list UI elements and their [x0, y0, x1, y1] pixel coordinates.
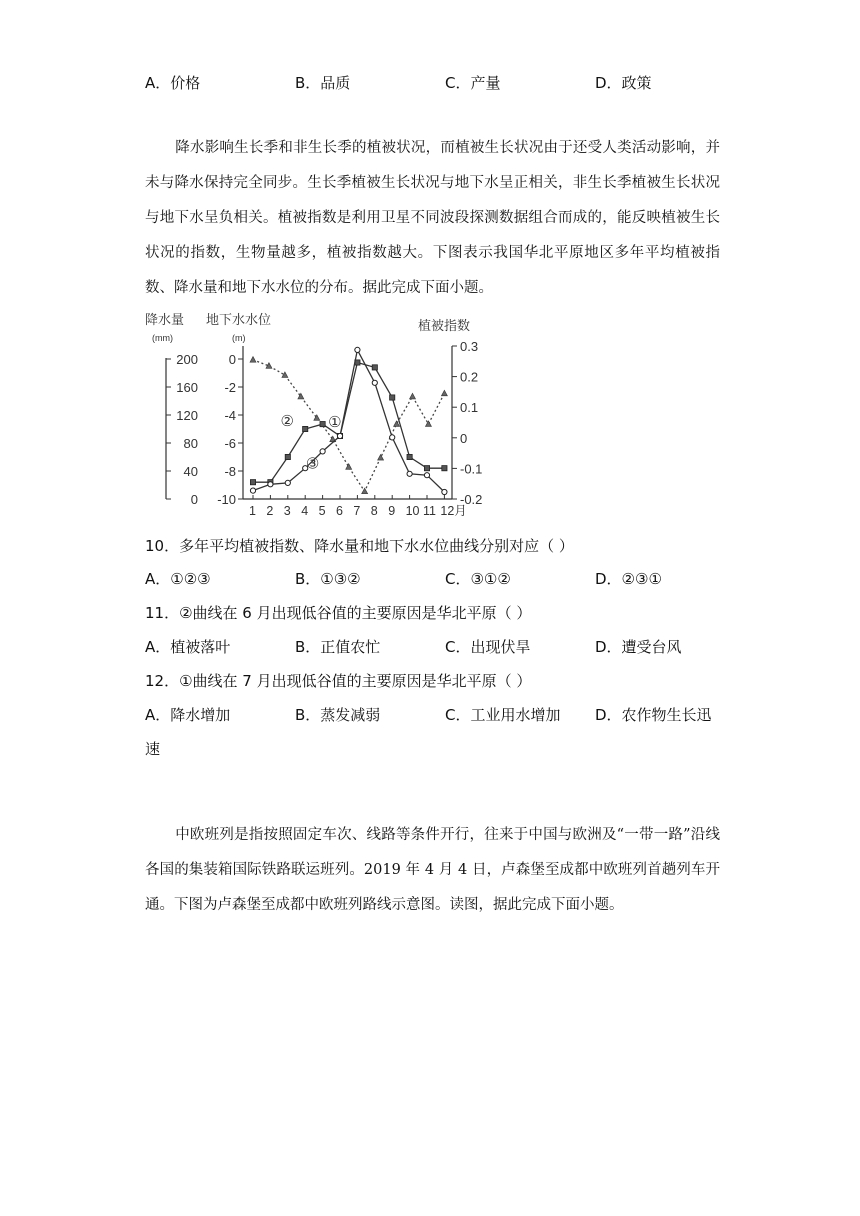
- question-10-options: [145, 568, 745, 590]
- groundwater-tick-label: -6: [224, 436, 236, 451]
- q10-option-b[interactable]: B．①③②: [295, 570, 361, 588]
- q10-option-a[interactable]: A．①②③: [145, 570, 211, 588]
- series-label-3: ③: [305, 455, 320, 473]
- ndvi-tick-label: 0.3: [460, 339, 479, 354]
- x-tick-label: 11: [423, 504, 436, 518]
- groundwater-tick-label: -4: [224, 408, 236, 423]
- series-3-point: [442, 489, 447, 494]
- series-3-point: [424, 473, 429, 478]
- groundwater-tick-label: 0: [228, 352, 236, 367]
- groundwater-tick-label: -10: [217, 492, 236, 507]
- x-tick-label: 3: [283, 504, 291, 518]
- passage-vegetation: [145, 131, 720, 306]
- series-3-point: [250, 488, 255, 493]
- question-11-stem: 11．②曲线在 6 月出现低谷值的主要原因是华北平原（ ）: [145, 604, 532, 622]
- x-tick-label: 4: [301, 504, 309, 518]
- option-b[interactable]: B．品质: [295, 74, 351, 92]
- precip-tick-label: 40: [183, 464, 198, 479]
- x-tick-label: 10: [405, 504, 420, 518]
- ndvi-tick-label: -0.1: [460, 461, 483, 477]
- question-11-options: [145, 636, 745, 658]
- vegetation-precip-groundwater-chart: [140, 306, 483, 520]
- question-12-stem: 12．①曲线在 7 月出现低谷值的主要原因是华北平原（ ）: [145, 672, 532, 690]
- x-tick-label: 8: [370, 504, 378, 518]
- series-2-point: [442, 466, 447, 471]
- series-3-point: [285, 480, 290, 485]
- series-1-point: [410, 393, 416, 399]
- ndvi-tick-label: 0.1: [460, 400, 479, 416]
- ndvi-tick-label: 0.2: [460, 369, 479, 385]
- series-label-1: ①: [328, 413, 342, 431]
- q12-option-c[interactable]: C．工业用水增加: [445, 706, 561, 724]
- ndvi-tick-label: 0: [460, 430, 468, 446]
- precip-tick-label: 0: [190, 492, 198, 507]
- q12-option-a[interactable]: A．降水增加: [145, 706, 231, 724]
- ndvi-axis-title: 植被指数: [418, 318, 471, 333]
- series-1-point: [362, 488, 368, 494]
- x-tick-label: 12月: [440, 504, 467, 518]
- x-tick-label: 7: [353, 504, 361, 518]
- series-3-point: [372, 380, 377, 385]
- series-2-point: [372, 365, 377, 370]
- series-3-point: [390, 435, 395, 440]
- q12-option-b[interactable]: B．蒸发减弱: [295, 706, 381, 724]
- series-2-point: [320, 422, 325, 427]
- x-tick-label: 5: [318, 504, 326, 518]
- q11-option-c[interactable]: C．出现伏旱: [445, 638, 531, 656]
- series-3-point: [355, 347, 360, 352]
- series-2-point: [250, 480, 255, 485]
- groundwater-tick-label: -2: [224, 380, 236, 395]
- q11-option-d[interactable]: D．遭受台风: [595, 638, 682, 656]
- passage-vegetation-text: 降水影响生长季和非生长季的植被状况，而植被生长状况由于还受人类活动影响，并未与降水保持完全同步。生长季植被生长状况与地下水呈正相关，非生长季植被生长状况与地下水呈负相关。植被指数是利用卫星不同波段探测数据组合而成的，能反映植被生长状况的指数，生物量越多，植被指数越大。下图表示我国华北平原地区多年平均植被指数、降水量和地下水水位的分布。据此完成下面小题。: [145, 140, 720, 296]
- series-3-point: [407, 471, 412, 476]
- passage-railway-text: 中欧班列是指按照固定车次、线路等条件开行，往来于中国与欧洲及“一带一路”沿线各国的集装箱国际铁路联运班列。2019 年 4 月 4 日，卢森堡至成都中欧班列首趟列车开通。下图为卢森堡至成都中欧班列路线示意图。读图，据此完成下面小题。: [145, 827, 720, 913]
- option-c[interactable]: C．产量: [445, 74, 501, 92]
- q10-option-c[interactable]: C．③①②: [445, 570, 511, 588]
- series-1-point: [250, 357, 256, 363]
- options-row-top: [145, 72, 745, 94]
- question-10-stem: 10．多年平均植被指数、降水量和地下水水位曲线分别对应（ ）: [145, 537, 574, 555]
- ndvi-tick-label: -0.2: [460, 492, 483, 507]
- q11-option-b[interactable]: B．正值农忙: [295, 638, 381, 656]
- option-a[interactable]: A．价格: [145, 74, 201, 92]
- series-1-point: [441, 390, 447, 396]
- x-tick-label: 1: [249, 504, 256, 518]
- x-tick-label: 9: [388, 504, 396, 518]
- chart-series: [250, 347, 447, 494]
- series-2-point: [407, 454, 412, 459]
- series-3-point: [268, 482, 273, 487]
- q11-option-a[interactable]: A．植被落叶: [145, 638, 231, 656]
- series-2-point: [303, 426, 308, 431]
- question-12-options: [145, 704, 745, 726]
- precip-tick-label: 80: [183, 436, 198, 451]
- series-3-point: [320, 449, 325, 454]
- groundwater-axis-unit: (m): [232, 333, 246, 343]
- precip-tick-label: 160: [176, 380, 198, 395]
- groundwater-axis-title: 地下水水位: [206, 312, 272, 327]
- question-12-option-continuation: 速: [145, 740, 161, 758]
- q12-option-d[interactable]: D．农作物生长迅: [595, 706, 712, 724]
- passage-china-europe-railway: [145, 818, 720, 923]
- option-d[interactable]: D．政策: [595, 74, 652, 92]
- series-label-2: ②: [280, 413, 294, 430]
- precip-tick-label: 200: [176, 352, 198, 367]
- series-1-point: [282, 372, 288, 378]
- chart-ticks: [166, 339, 482, 518]
- series-2-point: [424, 466, 429, 471]
- groundwater-tick-label: -8: [224, 464, 236, 479]
- series-3-point: [337, 433, 342, 438]
- precip-axis-unit: (mm): [152, 333, 173, 343]
- q10-option-d[interactable]: D．②③①: [595, 570, 662, 588]
- series-2-point: [390, 395, 395, 400]
- x-tick-label: 2: [266, 504, 274, 518]
- precip-axis-title: 降水量: [145, 312, 185, 327]
- series-2-point: [285, 454, 290, 459]
- series-1-point: [378, 454, 384, 460]
- x-tick-label: 6: [336, 504, 343, 518]
- precip-tick-label: 120: [176, 408, 198, 423]
